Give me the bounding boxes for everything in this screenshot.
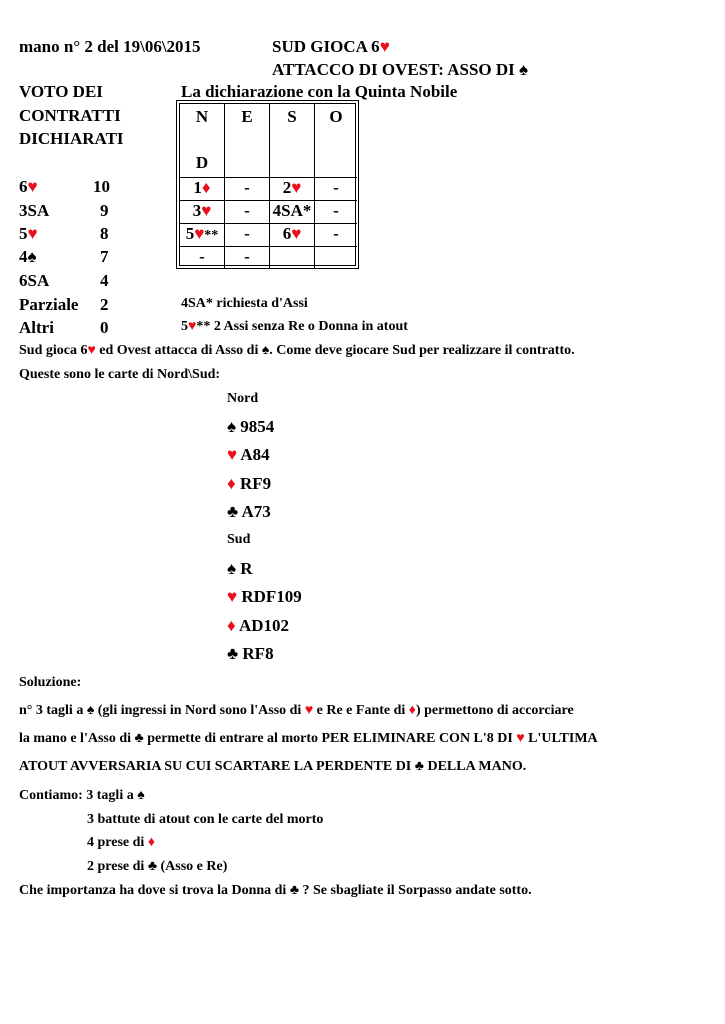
vote-contract: 6SA xyxy=(19,271,50,290)
bid-cell: 1♦ xyxy=(180,178,225,201)
note-5hearts: 5♥** 2 Assi senza Re o Donna in atout xyxy=(181,319,408,334)
sud-label: Sud xyxy=(227,532,251,547)
bid-cell: 2♥ xyxy=(270,178,315,201)
bid-cell: - xyxy=(225,201,270,224)
final-question: Che importanza ha dove si trova la Donna di ♣ ? Se sbagliate il Sorpasso andate sotto. xyxy=(19,883,532,898)
bidding-title: La dichiarazione con la Quinta Nobile xyxy=(181,82,458,101)
bid-cell: - xyxy=(315,178,357,201)
count-line4: 2 prese di ♣ (Asso e Re) xyxy=(87,859,228,874)
heart-icon: ♥ xyxy=(291,224,302,243)
intro-line1: Sud gioca 6♥ ed Ovest attacca di Asso di ♠. Come deve giocare Sud per realizzare il contratto. xyxy=(19,343,575,358)
bidding-table-inner xyxy=(179,103,356,266)
heart-icon: ♥ xyxy=(27,224,38,243)
lead-title xyxy=(272,60,528,80)
vote-contract: 6♥ xyxy=(19,177,38,196)
bid-cell: 5♥** xyxy=(180,224,225,247)
bid-cell: - xyxy=(225,178,270,201)
note-4sa: 4SA* richiesta d'Assi xyxy=(181,296,308,311)
heart-icon: ♥ xyxy=(304,703,314,718)
heart-icon: ♥ xyxy=(227,445,238,464)
nord-diamonds: ♦ RF9 xyxy=(227,474,272,493)
vote-contract: Altri xyxy=(19,318,54,337)
votes-title-line2: CONTRATTI xyxy=(19,106,121,125)
vote-value: 7 xyxy=(100,247,109,266)
dealer-mark: D xyxy=(195,153,209,172)
diamond-icon: ♦ xyxy=(408,703,416,718)
vote-value: 10 xyxy=(93,177,110,196)
bid-header-o: O xyxy=(315,104,357,178)
heart-icon: ♥ xyxy=(516,731,525,746)
contract-title xyxy=(272,37,390,57)
bid-header-s: S xyxy=(270,104,315,178)
solution-p2: la mano e l'Asso di ♣ permette di entrare al morto PER ELIMINARE CON L'8 DI ♥ L'ULTIMA xyxy=(19,731,598,746)
bid-cell: 6♥ xyxy=(270,224,315,247)
bid-header-e: E xyxy=(225,104,270,178)
diamond-icon: ♦ xyxy=(201,178,211,197)
diamond-icon: ♦ xyxy=(147,835,155,850)
heart-icon: ♥ xyxy=(201,201,212,220)
nord-spades: ♠ 9854 xyxy=(227,417,275,436)
solution-title: Soluzione: xyxy=(19,675,82,690)
hand-date: mano n° 2 del 19\06\2015 xyxy=(19,37,201,56)
vote-value: 0 xyxy=(100,318,109,337)
solution-p1: n° 3 tagli a ♠ (gli ingressi in Nord sono l'Asso di ♥ e Re e Fante di ♦) permettono di accorciare xyxy=(19,703,574,718)
vote-value: 9 xyxy=(100,201,109,220)
heart-icon: ♥ xyxy=(291,178,302,197)
bid-header-n: N D xyxy=(180,104,225,178)
vote-value: 2 xyxy=(100,295,109,314)
diamond-icon: ♦ xyxy=(227,616,236,635)
club-icon: ♣ xyxy=(414,759,424,774)
lead-title-text: ATTACCO DI OVEST: ASSO DI xyxy=(272,60,515,79)
bid-cell xyxy=(270,247,315,269)
vote-value: 4 xyxy=(100,271,109,290)
count-line2: 3 battute di atout con le carte del morto xyxy=(87,812,324,827)
sud-hearts: ♥ RDF109 xyxy=(227,587,302,606)
bid-cell: - xyxy=(315,201,357,224)
spade-icon: ♠ xyxy=(227,559,237,578)
spade-icon: ♠ xyxy=(86,703,95,718)
count-line3: 4 prese di ♦ xyxy=(87,835,155,850)
nord-label: Nord xyxy=(227,391,259,406)
spade-icon: ♠ xyxy=(137,788,145,803)
heart-icon: ♥ xyxy=(188,319,197,334)
votes-title-line1: VOTO DEI xyxy=(19,82,103,101)
sud-clubs: ♣ RF8 xyxy=(227,644,274,663)
solution-p3: ATOUT AVVERSARIA SU CUI SCARTARE LA PERDENTE DI ♣ DELLA MANO. xyxy=(19,759,527,774)
heart-icon: ♥ xyxy=(27,177,38,196)
club-icon: ♣ xyxy=(289,883,300,898)
spade-icon: ♠ xyxy=(227,417,237,436)
bid-cell: 3♥ xyxy=(180,201,225,224)
diamond-icon: ♦ xyxy=(227,474,236,493)
bid-cell: - xyxy=(225,224,270,247)
vote-contract: 4♠ xyxy=(19,247,37,266)
heart-icon: ♥ xyxy=(87,343,96,358)
sud-spades: ♠ R xyxy=(227,559,253,578)
bidding-table xyxy=(176,100,359,269)
bid-cell: 4SA* xyxy=(270,201,315,224)
votes-title-line3: DICHIARATI xyxy=(19,129,124,148)
vote-contract: 3SA xyxy=(19,201,50,220)
bid-cell: - xyxy=(315,224,357,247)
spade-icon: ♠ xyxy=(519,60,529,79)
heart-icon: ♥ xyxy=(227,587,238,606)
heart-icon: ♥ xyxy=(194,224,205,243)
spade-icon: ♠ xyxy=(27,247,37,266)
contract-title-text: SUD GIOCA 6 xyxy=(272,37,380,56)
sud-diamonds: ♦ AD102 xyxy=(227,616,290,635)
club-icon: ♣ xyxy=(147,859,157,874)
club-icon: ♣ xyxy=(227,644,239,663)
heart-icon: ♥ xyxy=(379,37,390,56)
bid-cell: - xyxy=(180,247,225,269)
club-icon: ♣ xyxy=(227,502,239,521)
vote-contract: 5♥ xyxy=(19,224,38,243)
vote-contract: Parziale xyxy=(19,295,79,314)
spade-icon: ♠ xyxy=(261,343,270,358)
count-line1: Contiamo: 3 tagli a ♠ xyxy=(19,788,145,803)
bid-cell xyxy=(315,247,357,269)
nord-clubs: ♣ A73 xyxy=(227,502,271,521)
intro-line2: Queste sono le carte di Nord\Sud: xyxy=(19,367,221,382)
bid-cell: - xyxy=(225,247,270,269)
club-icon: ♣ xyxy=(134,731,144,746)
nord-hearts: ♥ A84 xyxy=(227,445,270,464)
vote-value: 8 xyxy=(100,224,109,243)
